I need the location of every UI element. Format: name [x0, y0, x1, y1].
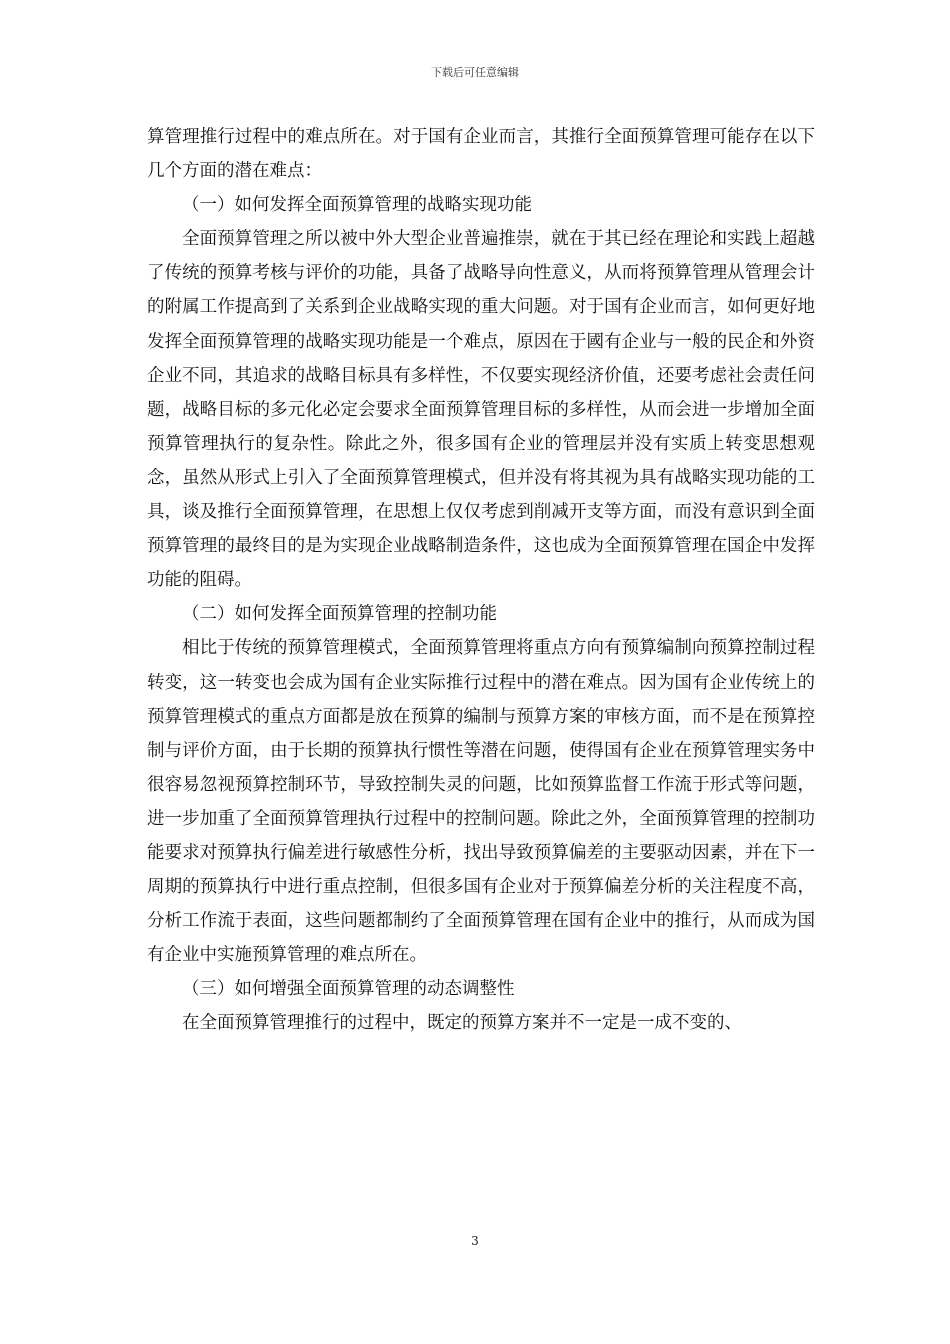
- section-heading-2: （二）如何发挥全面预算管理的控制功能: [182, 604, 497, 625]
- paragraph-dynamic: 在全面预算管理推行的过程中，既定的预算方案并不一定是一成不变的、: [182, 1013, 742, 1034]
- page-header: 下载后可任意编辑: [431, 66, 519, 79]
- paragraph-continuation: 算管理推行过程中的难点所在。对于国有企业而言，其推行全面预算管理可能存在以下几个方面的潜在难点：: [147, 127, 815, 182]
- page-number: 3: [471, 1234, 479, 1248]
- paragraph-strategy: 全面预算管理之所以被中外大型企业普遍推崇，就在于其已经在理论和实践上超越了传统的预算考核与评价的功能，具备了战略导向性意义，从而将预算管理从管理会计的附属工作提高到了关系到企业战略实现的重大问题。对于国有企业而言，如何更好地发挥全面预算管理的战略实现功能是一个难点，原因在于國有企业与一般的民企和外资企业不同，其追求的战略目标具有多样性，不仅要实现经济价值，还要考虑社会责任问题，战略目标的多元化必定会要求全面预算管理目标的多样性，从而会进一步增加全面预算管理执行的复杂性。除此之外，很多国有企业的管理层并没有实质上转变思想观念，虽然从形式上引入了全面预算管理模式，但并没有将其视为具有战略实现功能的工具，谈及推行全面预算管理，在思想上仅仅考虑到削减开支等方面，而没有意识到全面预算管理的最终目的是为实现企业战略制造条件，这也成为全面预算管理在国企中发挥功能的阻碍。: [147, 229, 815, 591]
- document-body: [147, 120, 815, 1041]
- paragraph-control: 相比于传统的预算管理模式，全面预算管理将重点方向有预算编制向预算控制过程转变，这一转变也会成为国有企业实际推行过程中的潜在难点。因为国有企业传统上的预算管理模式的重点方面都是放在预算的编制与预算方案的审核方面，而不是在预算控制与评价方面，由于长期的预算执行惯性等潜在问题，使得国有企业在预算管理实务中很容易忽视预算控制环节，导致控制失灵的问题，比如预算监督工作流于形式等问题，进一步加重了全面预算管理执行过程中的控制问题。除此之外，全面预算管理的控制功能要求对预算执行偏差进行敏感性分析，找出导致预算偏差的主要驱动因素，并在下一周期的预算执行中进行重点控制，但很多国有企业对于预算偏差分析的关注程度不高，分析工作流于表面，这些问题都制约了全面预算管理在国有企业中的推行，从而成为国有企业中实施预算管理的难点所在。: [147, 638, 815, 966]
- section-heading-3: （三）如何增强全面预算管理的动态调整性: [182, 979, 515, 1000]
- section-heading-1: （一）如何发挥全面预算管理的战略实现功能: [182, 195, 532, 216]
